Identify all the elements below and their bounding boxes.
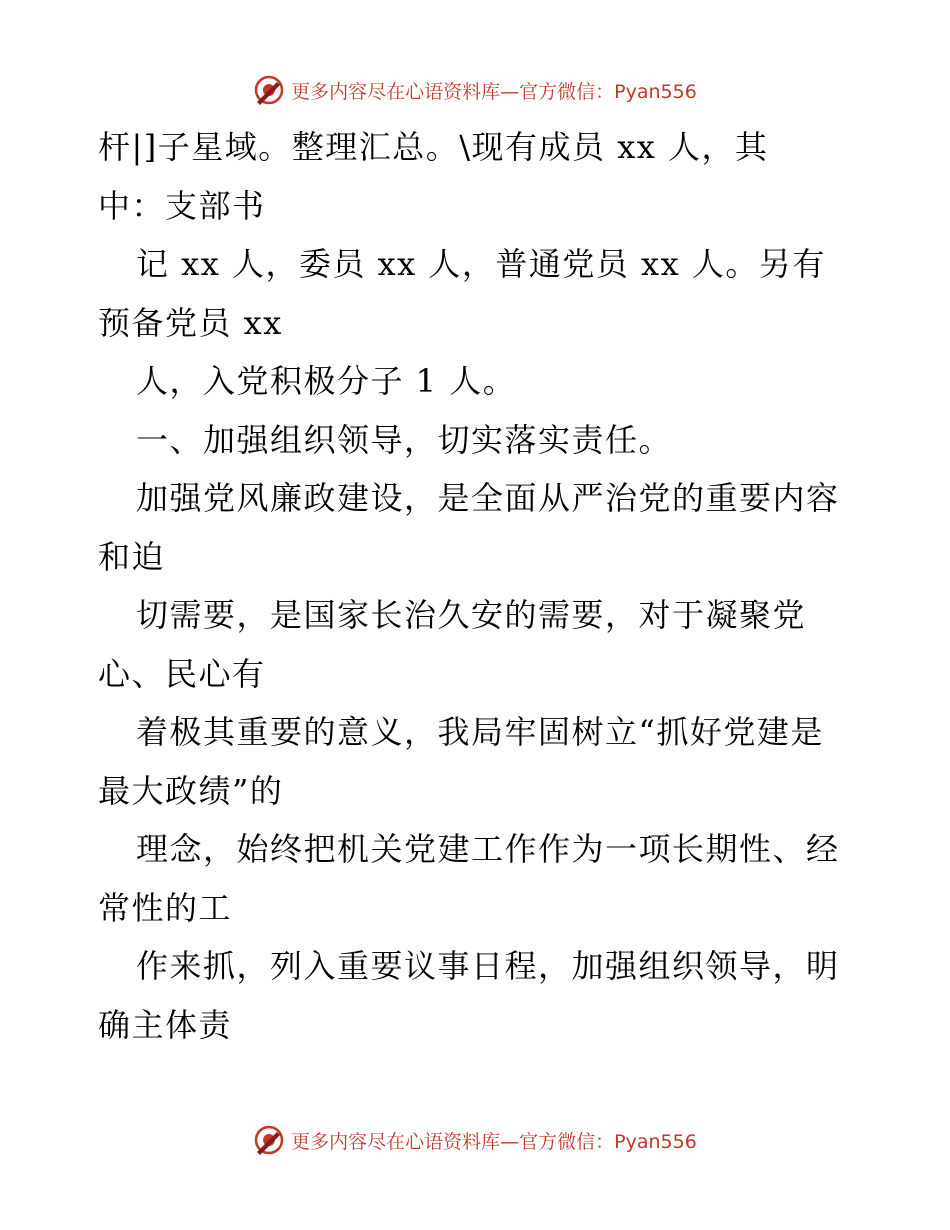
watermark-text: 更多内容尽在心语资料库—官方微信：Pyan556 (291, 1130, 697, 1153)
text-line: 和迫 (98, 537, 166, 576)
text-line: 作来抓，列入重要议事日程，加强组织领导，明 (136, 947, 840, 985)
document-body (98, 118, 878, 1054)
text-line: 加强党风廉政建设，是全面从严治党的重要内容 (136, 479, 840, 517)
section-heading: 一、加强组织领导，切实落实责任。 (136, 420, 673, 459)
text-line: 预备党员 xx (98, 303, 283, 342)
text-line: 切需要，是国家长治久安的需要，对于凝聚党 (136, 596, 807, 634)
watermark-text: 更多内容尽在心语资料库—官方微信：Pyan556 (291, 80, 697, 103)
pen-circle-logo-icon (253, 74, 285, 106)
text-line: 最大政绩”的 (98, 771, 284, 810)
text-line: 心、民心有 (98, 654, 266, 693)
text-line: 理念，始终把机关党建工作作为一项长期性、经 (136, 830, 840, 868)
text-line: 杆|]子星域。整理汇总。\现有成员 xx 人，其 (98, 128, 769, 166)
text-line: 中：支部书 (98, 186, 266, 225)
text-line: 人，入党积极分子 1 人。 (136, 362, 517, 400)
header-watermark (0, 70, 950, 110)
text-line: 着极其重要的意义，我局牢固树立“抓好党建是 (136, 713, 824, 751)
text-line: 记 xx 人，委员 xx 人，普通党员 xx 人。另有 (136, 245, 826, 283)
text-line: 确主体责 (98, 1005, 233, 1044)
footer-watermark (0, 1120, 950, 1160)
pen-circle-logo-icon (253, 1124, 285, 1156)
text-line: 常性的工 (98, 888, 233, 927)
